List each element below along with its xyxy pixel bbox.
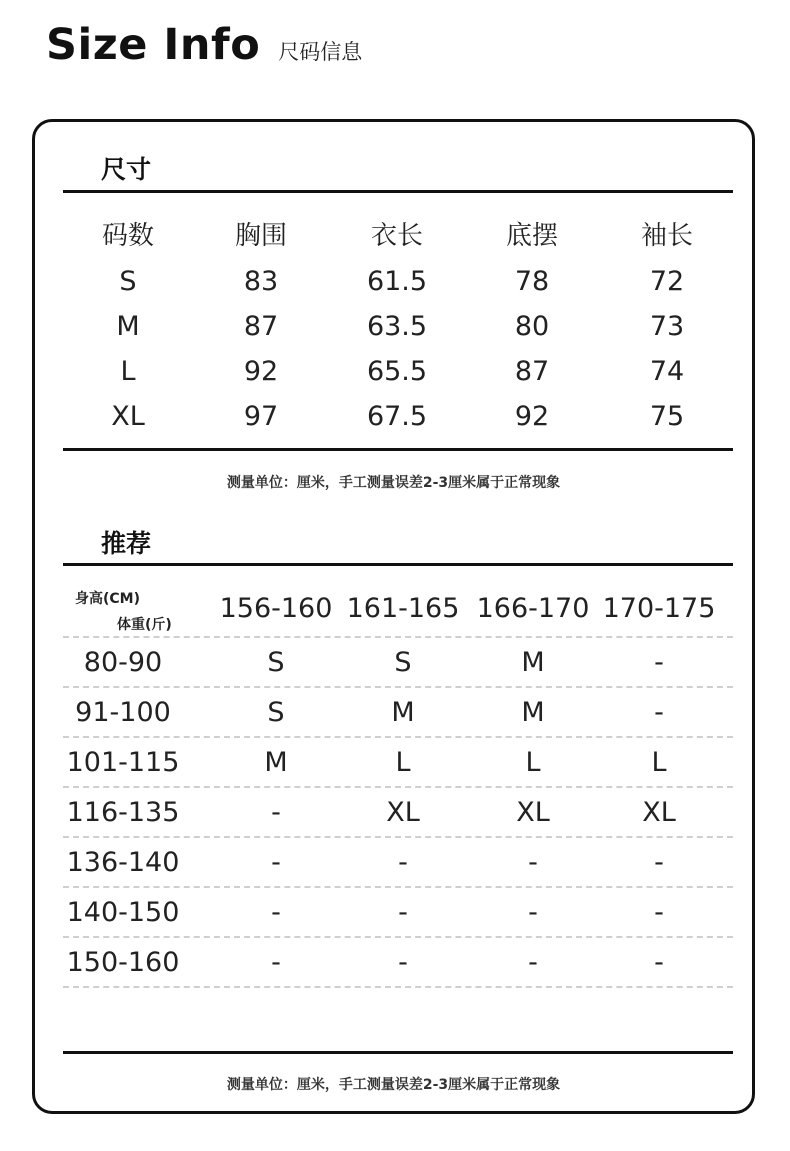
recommended-size-cell: - [271,847,281,878]
page-header [46,20,362,70]
size-table-row [63,304,733,349]
page-title: Size Info [46,20,261,70]
recommended-size-cell: - [528,947,538,978]
size-top-rule [63,190,733,193]
recommended-size-cell: - [398,897,408,928]
size-cell: L [120,356,136,387]
weight-range-label: 91-100 [75,697,171,728]
rec-table-row [63,738,733,788]
rec-table-row [63,888,733,938]
size-cell: S [119,266,137,297]
weight-range-label: 80-90 [83,647,163,678]
size-column-header: 袖长 [640,221,693,251]
size-note: 测量单位：厘米，手工测量误差2-3厘米属于正常现象 [226,475,561,491]
height-range-header: 156-160 [219,593,333,624]
size-column-header: 胸围 [234,221,287,251]
size-cell: 78 [514,266,550,297]
recommended-size-cell: - [654,897,664,928]
rec-table-row [63,638,733,688]
recommended-size-cell: XL [642,797,676,828]
size-column-header: 底摆 [505,221,558,251]
size-cell: 92 [243,356,279,387]
recommended-size-cell: S [267,647,285,678]
rec-bottom-rule [63,1051,733,1054]
height-range-header: 166-170 [476,593,590,624]
size-table-row [63,394,733,439]
size-cell: 83 [243,266,279,297]
recommended-size-cell: - [654,647,664,678]
weight-range-label: 136-140 [66,847,180,878]
recommended-size-cell: M [521,647,545,678]
recommended-size-cell: L [395,747,411,778]
size-cell: 92 [514,401,550,432]
recommended-size-cell: L [525,747,541,778]
size-cell: 65.5 [366,356,428,387]
size-table-header [63,214,733,259]
recommended-size-cell: M [264,747,288,778]
size-cell: 63.5 [366,311,428,342]
rec-table-row [63,938,733,988]
weight-range-label: 116-135 [66,797,180,828]
recommended-size-cell: M [391,697,415,728]
size-section-title: 尺寸 [101,155,152,184]
size-table-row [63,349,733,394]
rec-table-row [63,838,733,888]
weight-range-label: 140-150 [66,897,180,928]
recommended-size-cell: - [654,697,664,728]
size-cell: XL [111,401,145,432]
recommended-size-cell: - [398,947,408,978]
recommended-size-cell: - [654,847,664,878]
recommended-size-cell: S [267,697,285,728]
recommended-size-cell: - [271,797,281,828]
size-column-header: 码数 [101,221,154,251]
size-cell: 80 [514,311,550,342]
recommended-size-cell: L [651,747,667,778]
rec-note: 测量单位：厘米，手工测量误差2-3厘米属于正常现象 [226,1077,561,1093]
page-subtitle: 尺码信息 [278,40,363,64]
size-cell: 97 [243,401,279,432]
height-range-header: 161-165 [346,593,460,624]
height-range-header: 170-175 [602,593,716,624]
recommended-size-cell: XL [386,797,420,828]
weight-range-label: 150-160 [66,947,180,978]
size-info-card [32,119,755,1114]
size-cell: 74 [649,356,685,387]
corner-height-label: 身高(CM) [75,591,141,607]
size-cell: 75 [649,401,685,432]
size-cell: 87 [243,311,279,342]
size-cell: 67.5 [366,401,428,432]
rec-table-header [63,584,733,634]
corner-weight-label: 体重(斤) [117,617,172,633]
recommended-size-cell: - [528,847,538,878]
recommended-size-cell: - [528,897,538,928]
size-cell: 87 [514,356,550,387]
rec-table-row [63,788,733,838]
rec-table-row [63,688,733,738]
recommended-size-cell: M [521,697,545,728]
recommended-size-cell: - [271,947,281,978]
recommended-size-cell: S [394,647,412,678]
recommended-size-cell: - [271,897,281,928]
size-column-header: 衣长 [370,221,423,251]
rec-top-rule [63,563,733,566]
row-divider [63,986,733,988]
recommended-size-cell: XL [516,797,550,828]
size-table-row [63,259,733,304]
size-cell: 72 [649,266,685,297]
recommended-size-cell: - [398,847,408,878]
recommended-size-cell: - [654,947,664,978]
size-bottom-rule [63,448,733,451]
size-cell: 61.5 [366,266,428,297]
rec-section-title: 推荐 [101,529,152,558]
size-cell: M [116,311,140,342]
weight-range-label: 101-115 [66,747,180,778]
size-cell: 73 [649,311,685,342]
